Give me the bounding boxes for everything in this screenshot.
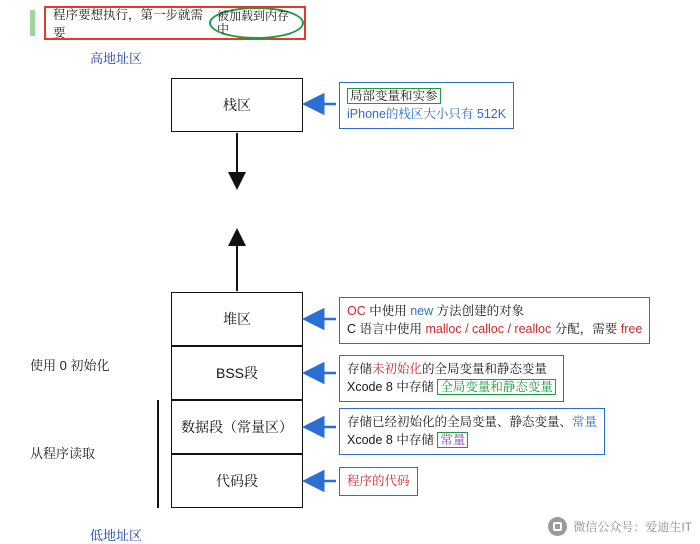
callout-data [339,408,605,455]
callout-heap [339,297,650,344]
top-note-highlight: 被加载到内存中 [209,7,304,39]
label-read-from-program: 从程序读取 [30,446,96,461]
callout-bss-line1: 存储未初始化的全局变量和静态变量 [347,362,548,376]
block-code: 代码段 [171,454,303,508]
watermark [548,517,692,536]
top-note-text: 程序要想执行，第一步就需要 [53,8,204,40]
callout-heap-line2: C 语言中使用 malloc / calloc / realloc 分配，需要 free [347,322,643,337]
watermark-text: 微信公众号：爱迪生IT [573,520,692,534]
callout-data-line1: 存储已经初始化的全局变量、静态变量、常量 [347,415,598,429]
callout-data-line2: Xcode 8 中存储 常量 [347,431,597,449]
block-heap: 堆区 [171,292,303,346]
watermark-logo-icon [548,517,567,536]
block-data: 数据段（常量区） [171,400,303,454]
callout-code [339,467,418,496]
top-note-box [44,6,306,40]
callout-bss-line2: Xcode 8 中存储 全局变量和静态变量 [347,378,556,396]
callout-code-line1: 程序的代码 [347,474,410,488]
label-init-zero: 使用 0 初始化 [30,358,110,373]
callout-stack-line1: 局部变量和实参 [347,87,506,105]
label-low-address: 低地址区 [90,528,143,543]
block-bss: BSS段 [171,346,303,400]
green-accent-bar [30,10,35,36]
callout-bss [339,355,564,402]
label-high-address: 高地址区 [90,51,143,66]
block-stack: 栈区 [171,78,303,132]
callout-stack-line2: iPhone的栈区大小只有 512K [347,107,507,122]
callout-heap-line1: OC 中使用 new 方法创建的对象 [347,304,525,318]
callout-stack [339,82,514,129]
